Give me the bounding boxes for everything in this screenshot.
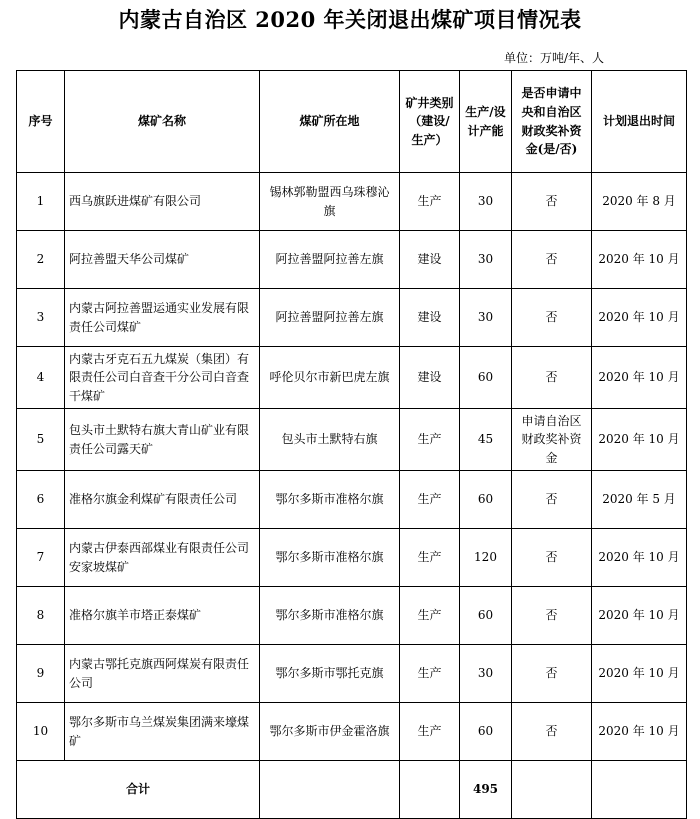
cell-location: 鄂尔多斯市伊金霍洛旗 <box>260 703 400 761</box>
cell-mine-name: 准格尔旗金利煤矿有限责任公司 <box>65 471 260 529</box>
cell-subsidy: 否 <box>512 347 592 409</box>
cell-category: 建设 <box>400 347 460 409</box>
table-row <box>17 409 687 471</box>
cell-capacity: 30 <box>460 645 512 703</box>
cell-capacity: 60 <box>460 587 512 645</box>
cell-subsidy: 否 <box>512 471 592 529</box>
coal-mine-table <box>16 70 687 819</box>
header-name: 煤矿名称 <box>65 71 260 173</box>
cell-seq: 6 <box>17 471 65 529</box>
total-subsidy <box>512 761 592 819</box>
cell-subsidy: 否 <box>512 587 592 645</box>
cell-capacity: 60 <box>460 471 512 529</box>
cell-exit-time: 2020 年 10 月 <box>592 409 687 471</box>
cell-exit-time: 2020 年 10 月 <box>592 289 687 347</box>
table-row <box>17 231 687 289</box>
cell-subsidy: 否 <box>512 231 592 289</box>
total-location <box>260 761 400 819</box>
cell-category: 生产 <box>400 703 460 761</box>
table-body <box>17 173 687 819</box>
header-category: 矿井类别（建设/生产） <box>400 71 460 173</box>
cell-category: 生产 <box>400 645 460 703</box>
header-location: 煤矿所在地 <box>260 71 400 173</box>
cell-location: 鄂尔多斯市准格尔旗 <box>260 587 400 645</box>
cell-seq: 9 <box>17 645 65 703</box>
cell-exit-time: 2020 年 10 月 <box>592 703 687 761</box>
cell-location: 阿拉善盟阿拉善左旗 <box>260 289 400 347</box>
cell-exit-time: 2020 年 10 月 <box>592 231 687 289</box>
cell-exit-time: 2020 年 10 月 <box>592 587 687 645</box>
cell-location: 鄂尔多斯市准格尔旗 <box>260 471 400 529</box>
cell-exit-time: 2020 年 10 月 <box>592 529 687 587</box>
table-row <box>17 289 687 347</box>
cell-capacity: 30 <box>460 173 512 231</box>
cell-location: 包头市土默特右旗 <box>260 409 400 471</box>
cell-location: 呼伦贝尔市新巴虎左旗 <box>260 347 400 409</box>
document-title: 内蒙古自治区 2020 年关闭退出煤矿项目情况表 <box>118 7 582 32</box>
cell-seq: 4 <box>17 347 65 409</box>
cell-mine-name: 鄂尔多斯市乌兰煤炭集团满来壕煤矿 <box>65 703 260 761</box>
cell-exit-time: 2020 年 8 月 <box>592 173 687 231</box>
cell-category: 生产 <box>400 471 460 529</box>
table-row <box>17 645 687 703</box>
cell-location: 鄂尔多斯市准格尔旗 <box>260 529 400 587</box>
table-row <box>17 587 687 645</box>
cell-category: 建设 <box>400 231 460 289</box>
cell-seq: 5 <box>17 409 65 471</box>
table-row <box>17 471 687 529</box>
cell-category: 建设 <box>400 289 460 347</box>
cell-seq: 3 <box>17 289 65 347</box>
total-category <box>400 761 460 819</box>
cell-category: 生产 <box>400 529 460 587</box>
cell-seq: 7 <box>17 529 65 587</box>
cell-subsidy: 否 <box>512 529 592 587</box>
cell-capacity: 60 <box>460 703 512 761</box>
cell-subsidy: 否 <box>512 645 592 703</box>
cell-seq: 1 <box>17 173 65 231</box>
header-subsidy: 是否申请中央和自治区财政奖补资金(是/否) <box>512 71 592 173</box>
cell-mine-name: 准格尔旗羊市塔正泰煤矿 <box>65 587 260 645</box>
cell-capacity: 120 <box>460 529 512 587</box>
cell-mine-name: 内蒙古鄂托克旗西阿煤炭有限责任公司 <box>65 645 260 703</box>
cell-seq: 8 <box>17 587 65 645</box>
table-row <box>17 173 687 231</box>
cell-exit-time: 2020 年 10 月 <box>592 347 687 409</box>
cell-capacity: 60 <box>460 347 512 409</box>
cell-mine-name: 包头市土默特右旗大青山矿业有限责任公司露天矿 <box>65 409 260 471</box>
cell-exit-time: 2020 年 5 月 <box>592 471 687 529</box>
cell-capacity: 30 <box>460 231 512 289</box>
total-exit-time <box>592 761 687 819</box>
cell-category: 生产 <box>400 409 460 471</box>
cell-location: 阿拉善盟阿拉善左旗 <box>260 231 400 289</box>
table-row <box>17 703 687 761</box>
cell-mine-name: 阿拉善盟天华公司煤矿 <box>65 231 260 289</box>
cell-capacity: 30 <box>460 289 512 347</box>
cell-category: 生产 <box>400 587 460 645</box>
cell-mine-name: 内蒙古牙克石五九煤炭（集团）有限责任公司白音查干分公司白音查干煤矿 <box>65 347 260 409</box>
cell-location: 锡林郭勒盟西乌珠穆沁旗 <box>260 173 400 231</box>
cell-mine-name: 内蒙古阿拉善盟运通实业发展有限责任公司煤矿 <box>65 289 260 347</box>
table-row <box>17 529 687 587</box>
cell-subsidy: 否 <box>512 703 592 761</box>
header-seq: 序号 <box>17 71 65 173</box>
unit-note: 单位：万吨/年、人 <box>503 51 604 65</box>
cell-seq: 2 <box>17 231 65 289</box>
cell-exit-time: 2020 年 10 月 <box>592 645 687 703</box>
total-capacity: 495 <box>460 761 512 819</box>
cell-mine-name: 西乌旗跃进煤矿有限公司 <box>65 173 260 231</box>
cell-seq: 10 <box>17 703 65 761</box>
header-exit-time: 计划退出时间 <box>592 71 687 173</box>
total-row <box>17 761 687 819</box>
cell-subsidy: 否 <box>512 173 592 231</box>
cell-subsidy: 申请自治区财政奖补资金 <box>512 409 592 471</box>
cell-mine-name: 内蒙古伊泰西部煤业有限责任公司安家坡煤矿 <box>65 529 260 587</box>
table-row <box>17 347 687 409</box>
cell-subsidy: 否 <box>512 289 592 347</box>
header-capacity: 生产/设计产能 <box>460 71 512 173</box>
cell-location: 鄂尔多斯市鄂托克旗 <box>260 645 400 703</box>
header-row <box>17 71 687 173</box>
cell-capacity: 45 <box>460 409 512 471</box>
total-label: 合计 <box>17 761 260 819</box>
cell-category: 生产 <box>400 173 460 231</box>
